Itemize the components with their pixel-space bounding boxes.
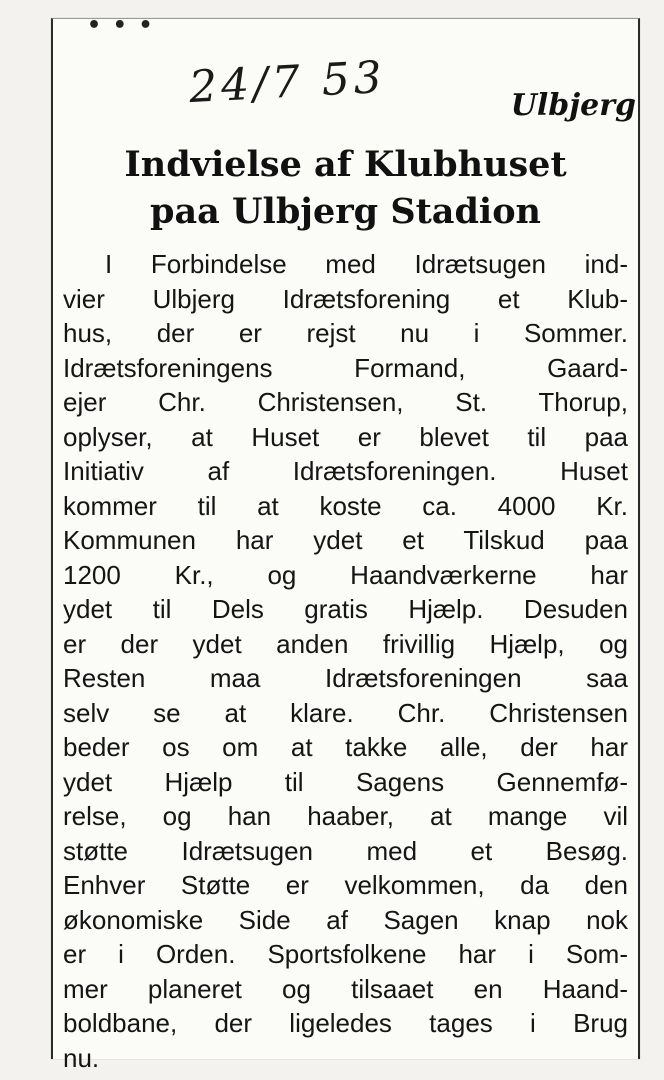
body-line: hus, der er rejst nu i Sommer. — [63, 318, 628, 348]
body-line: er i Orden. Sportsfolkene har i Som- — [63, 939, 628, 969]
headline-line: paa Ulbjerg Stadion — [149, 191, 541, 232]
headline — [53, 141, 638, 235]
body-line: oplyser, at Huset er blevet til paa — [63, 421, 628, 452]
article-body — [63, 247, 628, 1075]
body-line: vier Ulbjerg Idrætsforening et Klub- — [63, 283, 628, 314]
headline-line: Indvielse af Klubhuset — [124, 144, 567, 185]
body-line: Enhver Støtte er velkommen, da den — [63, 870, 628, 900]
body-line: 1200 Kr., og Haandværkerne har — [63, 559, 628, 590]
handwritten-date: 24/7 53 — [187, 51, 387, 114]
body-line: Idrætsforeningens Formand, Gaard- — [63, 352, 628, 383]
body-line: Resten maa Idrætsforeningen saa — [63, 663, 628, 693]
place-name: Ulbjerg — [510, 88, 636, 123]
newspaper-clipping — [51, 13, 640, 1073]
body-line: støtte Idrætsugen med et Besøg. — [63, 835, 628, 866]
body-line: mer planeret og tilsaaet en Haand- — [63, 973, 628, 1004]
body-line: Kommunen har ydet et Tilskud paa — [63, 525, 628, 555]
body-line: er der ydet anden frivillig Hjælp, og — [63, 628, 628, 659]
body-line: relse, og han haaber, at mange vil — [63, 801, 628, 831]
body-line: Initiativ af Idrætsforeningen. Huset — [63, 456, 628, 486]
body-line: ydet til Dels gratis Hjælp. Desuden — [63, 594, 628, 624]
body-line: kommer til at koste ca. 4000 Kr. — [63, 490, 628, 521]
body-line: I Forbindelse med Idrætsugen ind- — [105, 249, 628, 279]
top-edge-mark: • • • — [87, 13, 155, 38]
body-line: økonomiske Side af Sagen knap nok — [63, 904, 628, 935]
body-line: selv se at klare. Chr. Christensen — [63, 697, 628, 728]
body-line: ydet Hjælp til Sagens Gennemfø- — [63, 766, 628, 797]
body-line: ejer Chr. Christensen, St. Thorup, — [63, 387, 628, 417]
body-line: beder os om at takke alle, der har — [63, 732, 628, 762]
body-line: nu. — [63, 1042, 100, 1073]
body-line: boldbane, der ligeledes tages i Brug — [63, 1008, 628, 1038]
